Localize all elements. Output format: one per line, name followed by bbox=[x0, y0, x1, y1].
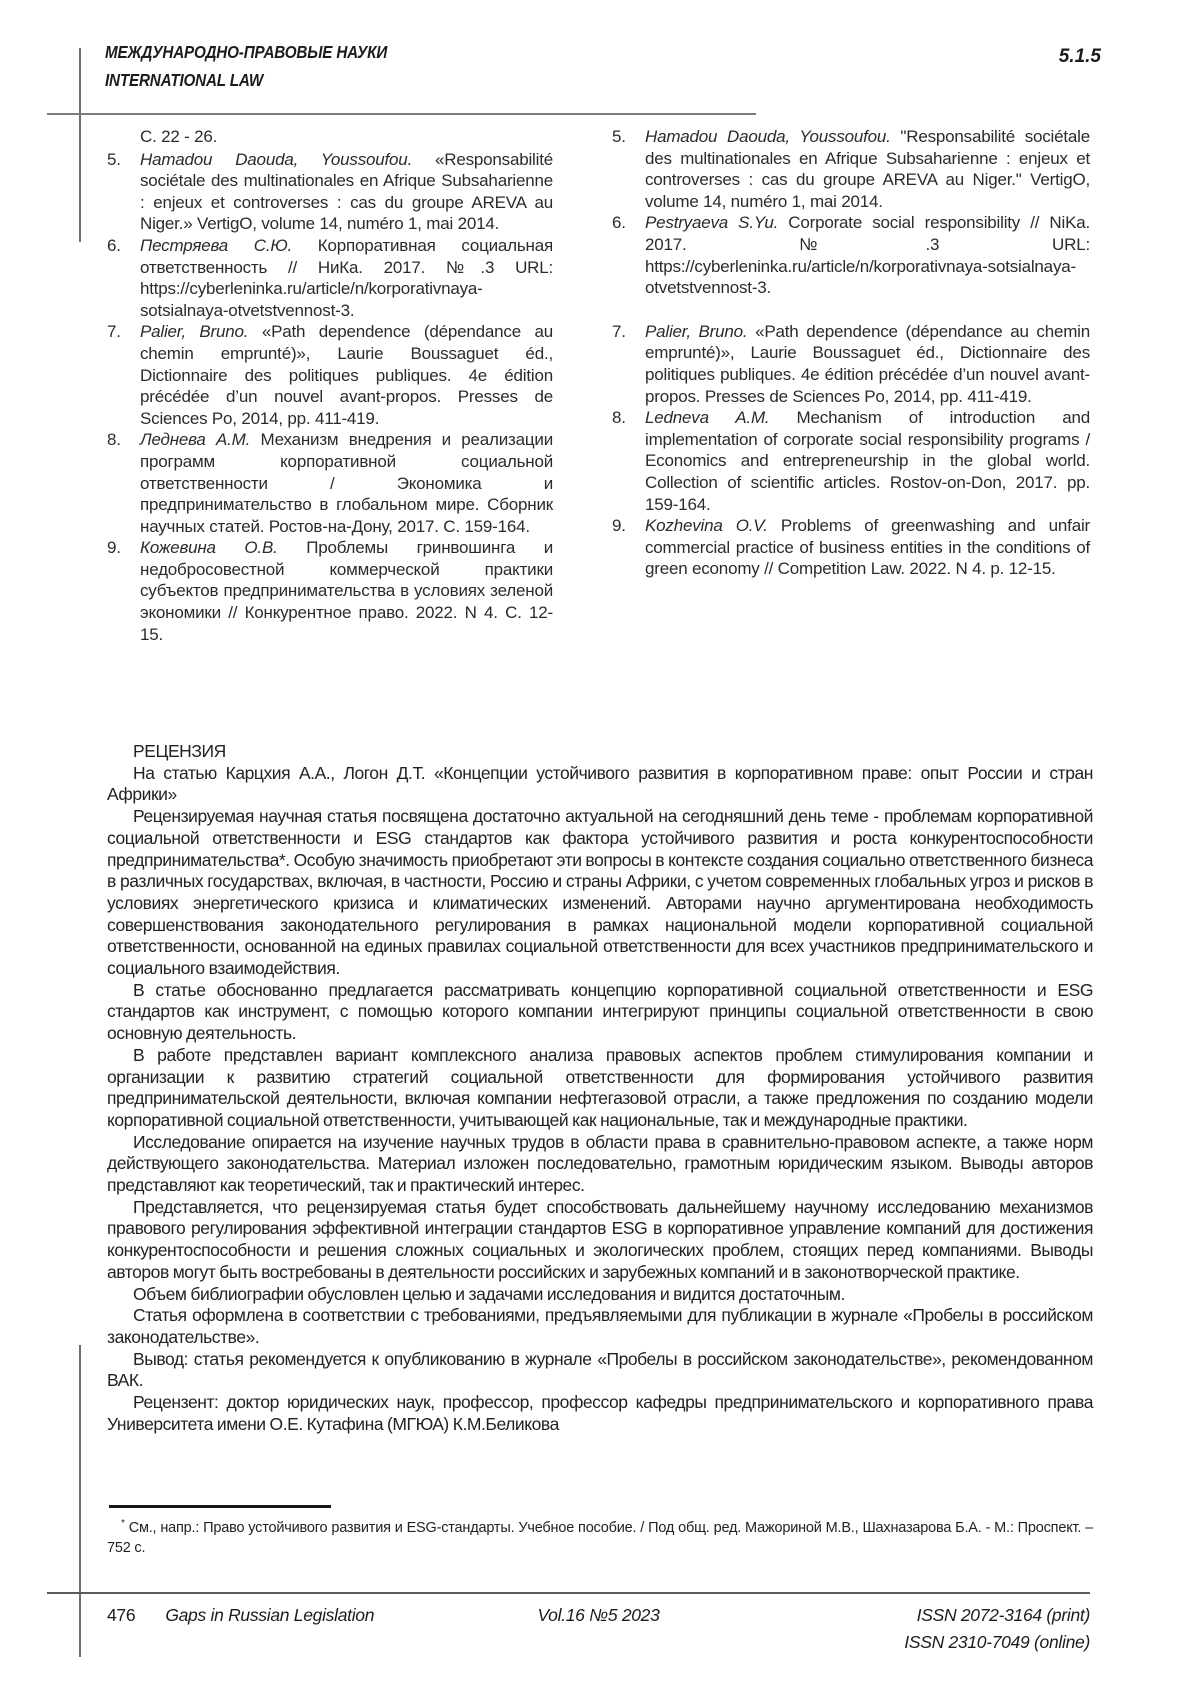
volume-info: Vol.16 №5 2023 bbox=[537, 1605, 660, 1625]
ref-number: 5. bbox=[107, 149, 121, 169]
reference-item bbox=[107, 537, 553, 645]
ref-body bbox=[140, 149, 553, 235]
reference-item bbox=[107, 149, 553, 235]
reference-item bbox=[612, 407, 1090, 515]
page-footer bbox=[107, 1602, 1090, 1656]
ref-text: «Responsabilité sociétale des multinationales en Afrique Subsaharienne : enjeux et controverses : cas du groupe AREVA au Niger.» VertigO, volume 14, numéro 1, mai 2014. bbox=[140, 149, 553, 234]
reference-item bbox=[107, 321, 553, 429]
reference-item bbox=[612, 126, 1090, 212]
ref-number: 9. bbox=[107, 538, 121, 558]
ref-number: 7. bbox=[107, 322, 121, 342]
ref-author: Hamadou Daouda, Youssoufou. bbox=[140, 149, 413, 169]
ref-body bbox=[645, 126, 1090, 212]
footnote-text-block bbox=[107, 1514, 1093, 1558]
references-left-column bbox=[107, 126, 553, 645]
ref-body bbox=[645, 212, 1090, 298]
ref-body bbox=[140, 537, 553, 645]
margin-line-top bbox=[79, 48, 81, 242]
ref-number: 9. bbox=[612, 516, 626, 536]
ref-text: Mechanism of introduction and implementation of corporate social responsibility programs / Economics and entrepreneurship in the global world. Collection of scientific articles. Rostov-on-Don, 2017. pp. 159-164. bbox=[645, 408, 1090, 514]
margin-line-bottom bbox=[79, 1345, 81, 1657]
review-paragraph: Представляется, что рецензируемая статья будет способствовать дальнейшему научному исследованию механизмов правового регулирования эффективной интеграции стандартов ESG в корпоративное управление компаний для достижения конкурентоспособности и решения сложных социальных и экологических проблем, стоящих перед компаниями. Выводы авторов могут быть востребованы в деятельности российских и зарубежных компаний и в законотворческой практике. bbox=[107, 1196, 1093, 1282]
footnote bbox=[107, 1505, 1093, 1558]
ref-number: 6. bbox=[612, 213, 626, 233]
review-section bbox=[107, 741, 1093, 1436]
review-heading: РЕЦЕНЗИЯ bbox=[133, 741, 226, 761]
ref-number: 8. bbox=[612, 408, 626, 428]
ref-body bbox=[140, 321, 553, 429]
footnote-rule bbox=[109, 1505, 331, 1508]
ref-text: Механизм внедрения и реализации программ корпоративной социальной ответственности / Экономика и предпринимательство в глобальном мире. Сборник научных статей. Ростов-на-Дону, 2017. С. 159-164. bbox=[140, 430, 553, 536]
review-paragraph: В работе представлен вариант комплексного анализа правовых аспектов проблем стимулирования компании и организации к развитию стратегий социальной ответственности для формирования устойчивого развития предпринимательской деятельности, включая компании нефтегазовой отрасли, а также предложения по созданию модели корпоративной социальной ответственности, учитывающей как национальные, так и международные практики. bbox=[107, 1044, 1093, 1130]
journal-title: Gaps in Russian Legislation bbox=[165, 1605, 375, 1625]
ref-author: Hamadou Daouda, Youssoufou. bbox=[645, 127, 891, 146]
review-paragraph: Статья оформлена в соответствии с требованиями, предъявляемыми для публикации в журнале «Пробелы в российском законодательстве». bbox=[107, 1305, 1093, 1347]
ref-author: Palier, Bruno. bbox=[645, 321, 748, 341]
page-number: 476 bbox=[107, 1605, 136, 1625]
review-paragraph: Рецензент: доктор юридических наук, профессор, профессор кафедры предпринимательского и корпоративного права Университета имени О.Е. Кутафина (МГЮА) К.М.Беликова bbox=[107, 1392, 1093, 1434]
ref-text: Корпоративная социальная ответственность // НиКа. 2017. №.3 URL: https://cyberleninka.ru/article/n/korporativnaya-sotsialnaya-otvetstvennost-3. bbox=[140, 235, 553, 320]
ref-text: "Responsabilité sociétale des multinationales en Afrique Subsaharienne : enjeux et controverses : cas du groupe AREVA au Niger." VertigO, volume 14, numéro 1, mai 2014. bbox=[645, 127, 1090, 211]
page-header bbox=[105, 38, 387, 94]
review-paragraph: Исследование опирается на изучение научных трудов в области права в сравнительно-правовом аспекте, а также норм действующего законодательства. Материал изложен последовательно, грамотным юридическим языком. Выводы авторов представляют как теоретический, так и практический интерес. bbox=[107, 1131, 1093, 1196]
footer-left bbox=[107, 1602, 445, 1629]
ref-author: Ledneva A.M. bbox=[645, 408, 770, 428]
footer-right bbox=[752, 1602, 1090, 1656]
reference-carryover: С. 22 - 26. bbox=[140, 127, 218, 146]
ref-number: 5. bbox=[612, 127, 626, 146]
ref-author: Kozhevina O.V. bbox=[645, 516, 768, 536]
ref-text: «Path dependence (dépendance au chemin emprunté)», Laurie Boussaguet éd., Dictionnaire des politiques publiques. 4e édition précédée d’un nouvel avant-propos. Presses de Sciences Po, 2014, pp. 411-419. bbox=[645, 321, 1090, 406]
reference-item bbox=[107, 235, 553, 321]
ref-body bbox=[645, 515, 1090, 580]
reference-item bbox=[107, 429, 553, 537]
section-code: 5.1.5 bbox=[1058, 46, 1101, 67]
review-paragraph: На статью Карцхия А.А., Логон Д.Т. «Концепции устойчивого развития в корпоративном праве: опыт России и стран Африки» bbox=[107, 762, 1093, 805]
footnote-text: См., напр.: Право устойчивого развития и ESG-стандарты. Учебное пособие. / Под общ. ред. Мажориной М.В., Шахназарова Б.А. - М.: Проспект. – 752 с. bbox=[107, 1519, 1093, 1556]
review-paragraph: В статье обоснованно предлагается рассматривать концепцию корпоративной социальной ответственности и ESG стандартов как инструмент, с помощью которого компании интегрируют принципы социальной ответственности в свою основную деятельность. bbox=[107, 979, 1093, 1044]
ref-author: Пестряева С.Ю. bbox=[140, 235, 293, 255]
ref-author: Леднева А.М. bbox=[140, 430, 251, 450]
reference-item bbox=[612, 515, 1090, 580]
ref-number: 6. bbox=[107, 235, 121, 255]
ref-body bbox=[140, 235, 553, 321]
reference-item bbox=[612, 212, 1090, 298]
ref-body bbox=[645, 321, 1090, 407]
ref-text: Problems of greenwashing and unfair commercial practice of business entities in the conditions of green economy // Competition Law. 2022. N 4. p. 12-15. bbox=[645, 516, 1091, 579]
header-rule bbox=[47, 113, 756, 115]
issn-online: ISSN 2310-7049 (online) bbox=[904, 1632, 1090, 1652]
section-title-en: INTERNATIONAL LAW bbox=[105, 70, 264, 90]
ref-text: Corporate social responsibility // NiKa. 2017. №.3 URL: https://cyberleninka.ru/article/n/korporativnaya-sotsialnaya-otvetstvennost-3. bbox=[645, 213, 1090, 298]
ref-number: 8. bbox=[107, 430, 121, 450]
footer-rule bbox=[47, 1592, 1090, 1594]
reference-list bbox=[107, 126, 1090, 645]
review-paragraph: Объем библиографии обусловлен целью и задачами исследования и видится достаточным. bbox=[133, 1283, 845, 1304]
ref-author: Palier, Bruno. bbox=[140, 322, 249, 342]
ref-body bbox=[645, 407, 1090, 515]
issn-print: ISSN 2072-3164 (print) bbox=[916, 1605, 1090, 1625]
ref-author: Кожевина О.В. bbox=[140, 538, 278, 558]
section-title-ru: МЕЖДУНАРОДНО-ПРАВОВЫЕ НАУКИ bbox=[105, 42, 388, 62]
ref-text: «Path dependence (dépendance au chemin emprunté)», Laurie Boussaguet éd., Dictionnaire des politiques publiques. 4e édition précédée d’un nouvel avant-propos. Presses de Sciences Po, 2014, pp. 411-419. bbox=[140, 322, 554, 428]
ref-author: Pestryaeva S.Yu. bbox=[645, 213, 779, 233]
review-paragraph: Вывод: статья рекомендуется к опубликованию в журнале «Пробелы в российском законодательстве», рекомендованном ВАК. bbox=[107, 1348, 1093, 1391]
ref-number: 7. bbox=[612, 321, 626, 341]
reference-item bbox=[612, 321, 1090, 407]
ref-text: Проблемы гринвошинга и недобросовестной коммерческой практики субъектов предпринимательства в условиях зеленой экономики // Конкурентное право. 2022. N 4. С. 12-15. bbox=[140, 538, 553, 644]
footnote-marker: * bbox=[121, 1518, 125, 1529]
review-paragraph: Рецензируемая научная статья посвящена достаточно актуальной на сегодняшний день теме - проблемам корпоративной социальной ответственности и ESG стандартов как фактора устойчивого развития и роста конкурентоспособности предпринимательства*. Особую значимость приобретают эти вопросы в контексте создания социально ответственного бизнеса в различных государствах, включая, в частности, Россию и страны Африки, с учетом современных глобальных угроз и рисков в условиях энергетического кризиса и климатических изменений. Авторами научно аргументирована необходимость совершенствования законодательного регулирования в рамках национальной модели корпоративной социальной ответственности, основанной на единых правилах социальной ответственности для всех участников предпринимательского и социального взаимодействия. bbox=[107, 806, 1093, 979]
references-right-column bbox=[612, 126, 1090, 645]
ref-body bbox=[140, 429, 553, 537]
